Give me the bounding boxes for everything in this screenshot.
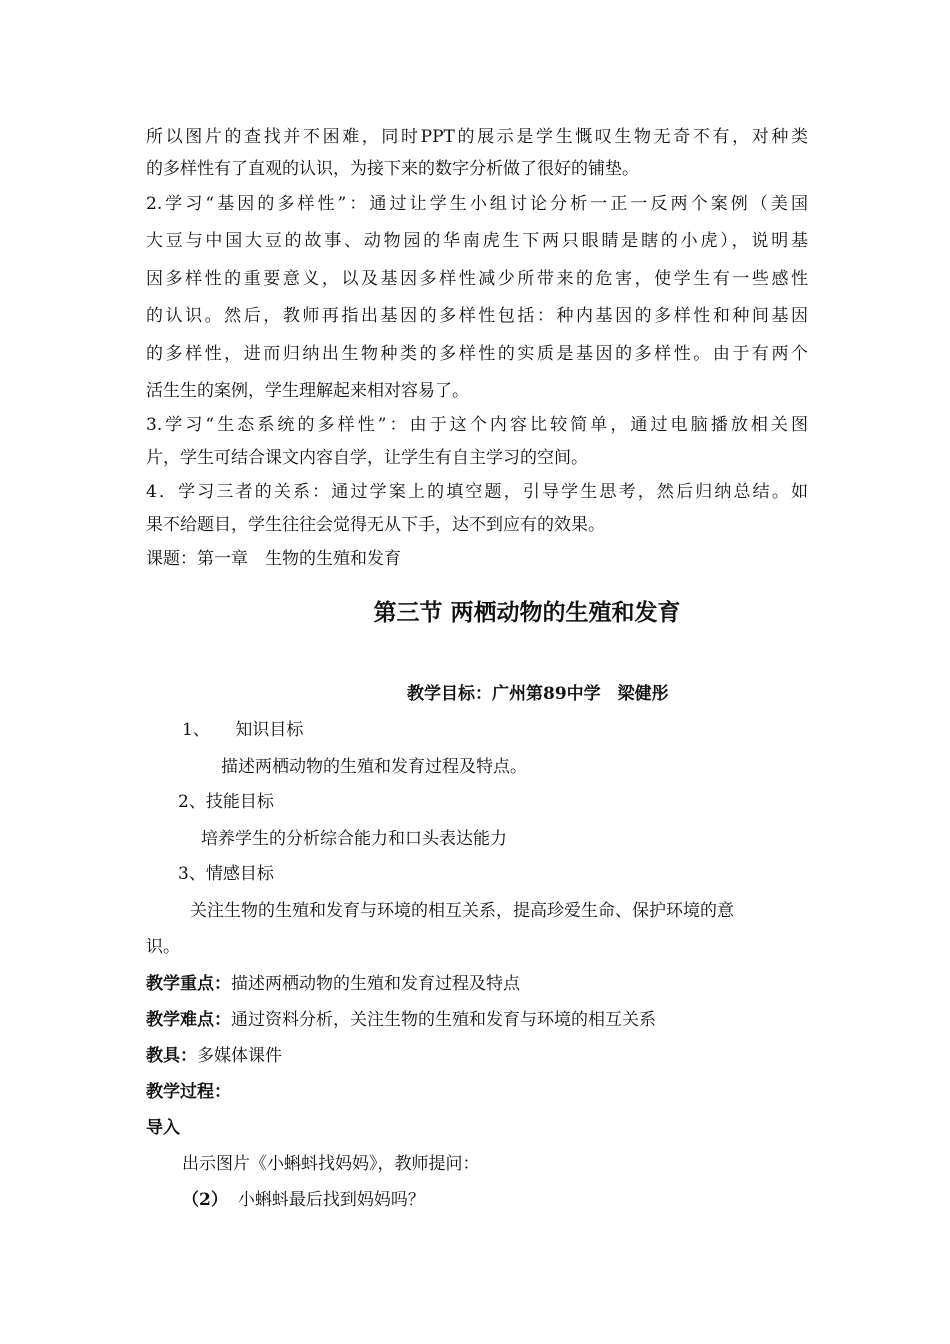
objective-text: 识。 [146, 937, 180, 957]
key-point-label: 教学重点： [146, 974, 231, 994]
page-title: 第三节 两栖动物的生殖和发育 [373, 599, 681, 626]
objective-text: 培养学生的分析综合能力和口头表达能力 [201, 829, 507, 849]
paragraph-line: 所以图片的查找并不困难，同时PPT的展示是学生慨叹生物无奇不有，对种类 [146, 127, 808, 147]
tools-text: 多媒体课件 [197, 1046, 282, 1066]
question-text: 小蝌蚪最后找到妈妈吗？ [237, 1190, 425, 1210]
teaching-key-point [146, 973, 520, 995]
teaching-process-heading: 教学过程： [146, 1082, 231, 1102]
question-item [182, 1189, 425, 1211]
teaching-tools [146, 1045, 282, 1067]
objective-label: 3、情感目标 [178, 864, 274, 884]
paragraph-line: 活生生的案例，学生理解起来相对容易了。 [146, 381, 469, 401]
objectives-subtitle: 教学目标：广州第89中学 梁健彤 [407, 684, 669, 704]
objective-label: 1、 知识目标 [182, 720, 304, 740]
objective-text: 关注生物的生殖和发育与环境的相互关系，提高珍爱生命、保护环境的意 [190, 901, 734, 921]
paragraph-line: 因多样性的重要意义，以及基因多样性减少所带来的危害，使学生有一些感性 [146, 269, 808, 289]
key-point-text: 描述两栖动物的生殖和发育过程及特点 [231, 974, 520, 994]
paragraph-line: 的多样性有了直观的认识，为接下来的数字分析做了很好的铺垫。 [146, 159, 639, 179]
lesson-topic: 课题：第一章 生物的生殖和发育 [146, 549, 401, 569]
question-number: （2） [182, 1190, 228, 1210]
paragraph-line: 的认识。然后，教师再指出基因的多样性包括：种内基因的多样性和种间基因 [146, 306, 808, 326]
paragraph-line: 果不给题目，学生往往会觉得无从下手，达不到应有的效果。 [146, 515, 605, 535]
objective-label: 2、技能目标 [178, 792, 274, 812]
teaching-difficulty [146, 1009, 656, 1031]
intro-heading: 导入 [146, 1118, 180, 1138]
difficulty-label: 教学难点： [146, 1010, 231, 1030]
paragraph-line: 大豆与中国大豆的故事、动物园的华南虎生下两只眼睛是瞎的小虎），说明基 [146, 231, 808, 251]
difficulty-text: 通过资料分析，关注生物的生殖和发育与环境的相互关系 [231, 1010, 656, 1030]
tools-label: 教具： [146, 1046, 197, 1066]
paragraph-line: 3.学习“生态系统的多样性”：由于这个内容比较简单，通过电脑播放相关图 [146, 415, 808, 435]
paragraph-line: 2.学习“基因的多样性”：通过让学生小组讨论分析一正一反两个案例（美国 [146, 194, 808, 214]
intro-text: 出示图片《小蝌蚪找妈妈》，教师提问： [182, 1154, 480, 1174]
paragraph-line: 片，学生可结合课文内容自学，让学生有自主学习的空间。 [146, 448, 588, 468]
objective-text: 描述两栖动物的生殖和发育过程及特点。 [221, 757, 527, 777]
paragraph-line: 的多样性，进而归纳出生物种类的多样性的实质是基因的多样性。由于有两个 [146, 344, 808, 364]
paragraph-line: 4．学习三者的关系：通过学案上的填空题，引导学生思考，然后归纳总结。如 [146, 482, 808, 502]
